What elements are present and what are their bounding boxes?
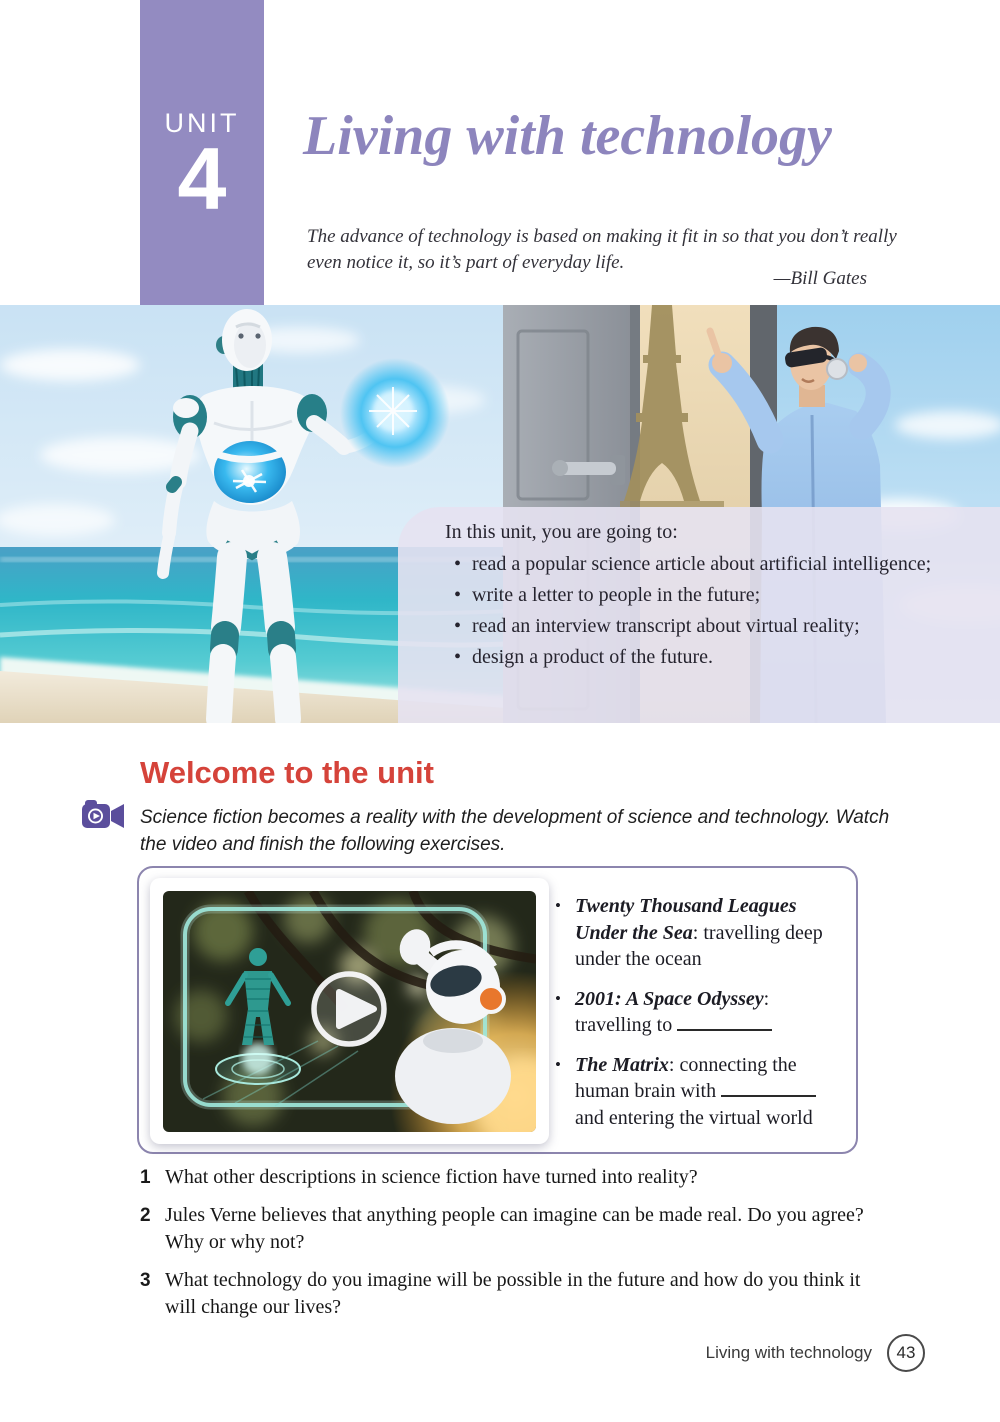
- question-item: [140, 1267, 885, 1321]
- page-footer: [706, 1334, 925, 1372]
- welcome-heading: Welcome to the unit: [140, 755, 434, 790]
- question-item: [140, 1202, 885, 1256]
- answer-blank: [721, 1078, 816, 1097]
- movie-item: [553, 1052, 845, 1132]
- movie-item: [553, 893, 845, 973]
- overview-item: • read an interview transcript about virtual reality;: [452, 613, 975, 639]
- overview-heading: In this unit, you are going to:: [445, 521, 678, 543]
- page-number-badge: 43: [887, 1334, 925, 1372]
- overview-item: • design a product of the future.: [452, 644, 975, 670]
- questions-list: [140, 1164, 885, 1332]
- unit-banner: [140, 0, 264, 305]
- overview-item: • read a popular science article about artificial intelligence;: [452, 551, 975, 577]
- movie-item: [553, 986, 845, 1039]
- quote-text: The advance of technology is based on making it fit in so that you don’t really even notice it, so it’s part of everyday life.: [307, 226, 897, 273]
- movie-list: [553, 893, 845, 1144]
- unit-overview-panel: [398, 507, 1000, 723]
- movie-description: : travelling to: [575, 987, 770, 1036]
- overview-item: • write a letter to people in the future;: [452, 582, 975, 608]
- unit-number: 4: [177, 129, 227, 228]
- unit-label: UNIT: [164, 108, 240, 138]
- question-text: What technology do you imagine will be possible in the future and how do you think it will change our lives?: [165, 1269, 861, 1318]
- movie-title: The Matrix: [575, 1053, 669, 1076]
- question-text: Jules Verne believes that anything people can imagine can be made real. Do you agree? Why or why not?: [165, 1204, 864, 1253]
- play-button-icon[interactable]: [314, 974, 384, 1044]
- page-title: Living with technology: [303, 105, 832, 167]
- movie-description: : connecting the human brain with: [575, 1053, 797, 1102]
- quote-attribution: —Bill Gates: [773, 268, 867, 289]
- movie-description-tail: and entering the virtual world: [575, 1106, 813, 1129]
- energy-orb: [340, 358, 450, 468]
- hero-photo: [0, 305, 1000, 723]
- question-item: [140, 1164, 885, 1191]
- overview-list: [445, 551, 975, 670]
- answer-blank: [677, 1012, 772, 1031]
- question-text: What other descriptions in science fiction have turned into reality?: [165, 1166, 698, 1188]
- video-camera-icon: [82, 799, 124, 833]
- question-number: 1: [140, 1167, 151, 1188]
- welcome-intro: Science fiction becomes a reality with the development of science and technology. Watch the video and finish the following exercises.: [140, 807, 890, 855]
- video-thumbnail: [163, 891, 536, 1132]
- movie-title: Twenty Thousand Leagues Under the Sea: [575, 895, 797, 944]
- movie-title: 2001: A Space Odyssey: [575, 987, 764, 1010]
- question-number: 3: [140, 1270, 151, 1291]
- question-number: 2: [140, 1205, 151, 1226]
- movie-description: : travelling deep under the ocean: [575, 921, 823, 970]
- footer-section-label: Living with technology: [705, 1343, 872, 1362]
